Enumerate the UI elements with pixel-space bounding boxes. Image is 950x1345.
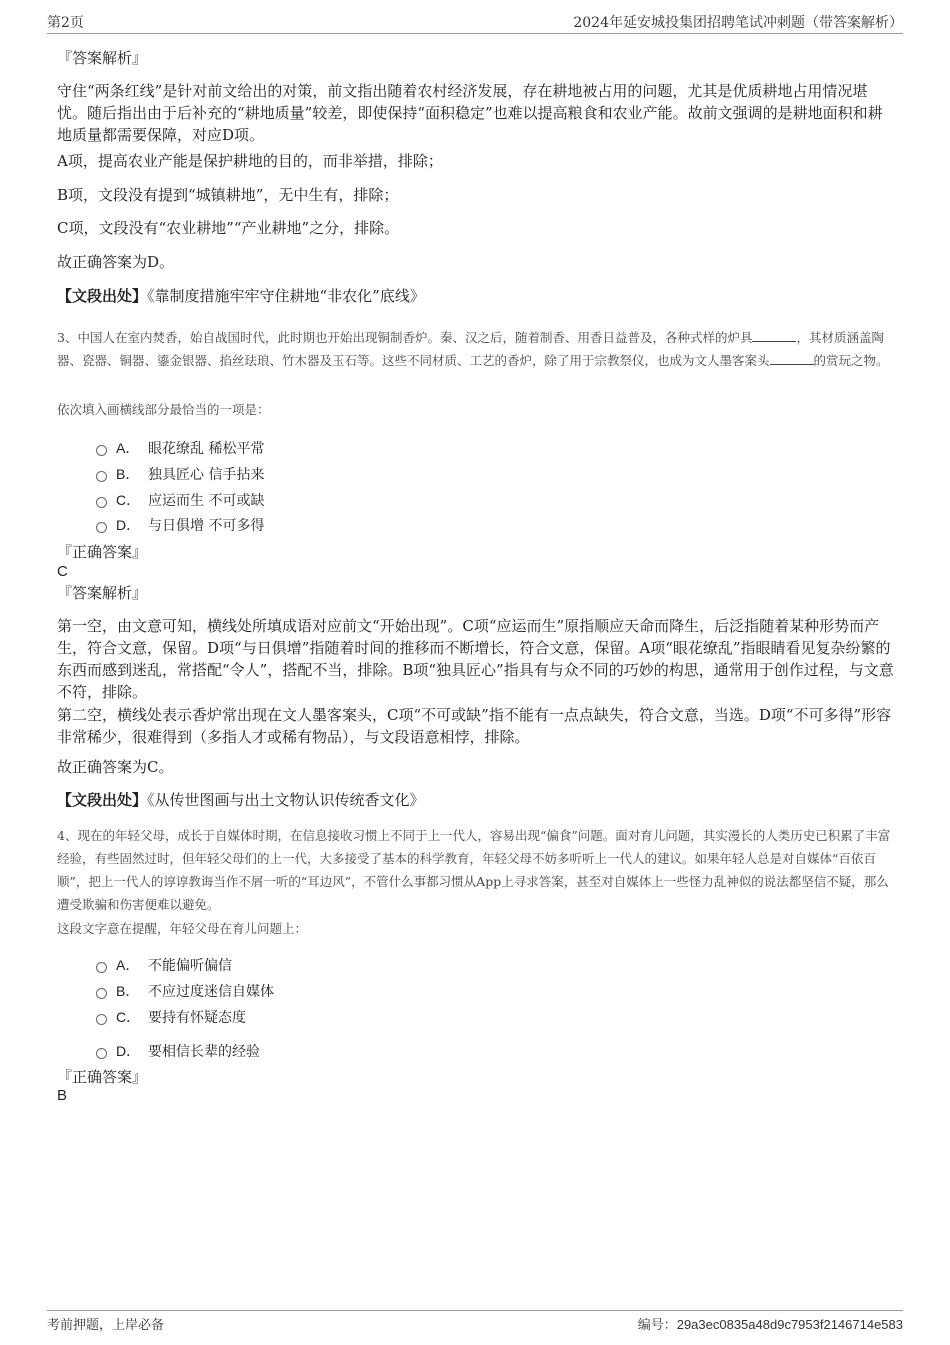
source-title: 《靠制度措施牢牢守住耕地“非农化”底线》 [147, 287, 425, 305]
radio-icon[interactable] [96, 522, 107, 533]
option-key: D． [116, 517, 141, 533]
answer-tag: 『正确答案』 [57, 1068, 148, 1086]
option-text: 不能偏听偏信 [148, 958, 232, 974]
question-3-ask: 依次填入画横线部分最恰当的一项是： [57, 402, 270, 417]
option-key: A． [116, 440, 140, 456]
option-text: 不应过度迷信自媒体 [148, 984, 274, 1000]
question-3-part1: 3、中国人在室内焚香，始自战国时代，此时期也开始出现铜制香炉。秦、汉之后，随着制香、用香日益普及，各种式样的炉具 [57, 330, 753, 345]
question-3-text [57, 326, 895, 372]
option-d[interactable] [96, 1041, 260, 1061]
option-a[interactable] [96, 438, 264, 458]
source-citation [57, 285, 897, 307]
option-c[interactable] [96, 1007, 246, 1027]
source-title: 《从传世图画与出土文物认识传统香文化》 [147, 791, 425, 809]
option-b[interactable] [96, 464, 264, 484]
question-3-part3: 的赏玩之物。 [813, 353, 889, 368]
option-key: D． [116, 1043, 141, 1059]
correct-answer: C [57, 563, 68, 580]
option-text: 要相信长辈的经验 [148, 1044, 260, 1060]
radio-icon[interactable] [96, 1048, 107, 1059]
option-text: 独具匠心 信手拈来 [148, 467, 265, 483]
radio-icon[interactable] [96, 445, 107, 456]
source-label: 【文段出处】 [57, 791, 148, 809]
analysis-option-a: A项，提高农业产能是保护耕地的目的，而非举措，排除； [57, 152, 443, 170]
question-4-ask: 这段文字意在提醒，年轻父母在育儿问题上： [57, 921, 308, 936]
analysis-paragraph-2: 第二空，横线处表示香炉常出现在文人墨客案头，C项“不可或缺”指不能有一点点缺失，符合文意，当选。D项“不可多得”形容非常稀少，很难得到（多指人才或稀有物品），与文段语意相悖，排除。 [57, 706, 892, 746]
option-b[interactable] [96, 981, 274, 1001]
document-code [638, 1314, 903, 1333]
header-divider [47, 33, 903, 34]
conclusion: 故正确答案为C。 [57, 758, 174, 776]
radio-icon[interactable] [96, 497, 107, 508]
radio-icon[interactable] [96, 988, 107, 999]
option-key: C． [116, 492, 141, 508]
option-key: B． [116, 466, 140, 482]
analysis-paragraph-1: 第一空，由文意可知，横线处所填成语对应前文“开始出现”。C项“应运而生”原指顺应天命而降生，后泛指随着某种形势而产生，符合文意，保留。D项“与日俱增”指随着时间的推移而不断增长，符合文意，保留。A项“眼花缭乱”指眼睛看见复杂纷繁的东西而感到迷乱，常搭配“令人”，搭配不当，排除。B项“独具匠心”指具有与众不同的巧妙的构思，通常用于创作过程，与文意不符，排除。 [57, 617, 894, 701]
analysis-tag: 『答案解析』 [57, 49, 148, 67]
code-label: 编号： [637, 1318, 677, 1333]
option-text: 与日俱增 不可多得 [148, 518, 265, 534]
code-value: 29a3ec0835a48d9c7953f2146714e583 [676, 1317, 903, 1332]
analysis-option-b: B项，文段没有提到“城镇耕地”，无中生有，排除； [57, 186, 399, 204]
option-key: B． [116, 983, 140, 999]
footer-divider [47, 1310, 903, 1311]
question-3-part2: ，其材质涵盖陶器、瓷器、铜器、鎏金银器、掐丝珐琅、竹木器及玉石等。这些不同材质、工艺的香炉，除了用于宗教祭仪，也成为文人墨客案头 [57, 330, 884, 368]
option-d[interactable] [96, 515, 264, 535]
option-text: 眼花缭乱 稀松平常 [148, 441, 265, 457]
radio-icon[interactable] [96, 1014, 107, 1025]
question-4-text: 4、现在的年轻父母，成长于自媒体时期，在信息接收习惯上不同于上一代人，容易出现“偏食”问题。面对育儿问题，其实漫长的人类历史已积累了丰富经验，有些固然过时，但年轻父母们的上一代，大多接受了基本的科学教育，年轻父母不妨多听听上一代人的建议。如果年轻人总是对自媒体“百依百顺”，把上一代人的谆谆教诲当作不屑一听的“耳边风”，不管什么事都习惯从App上寻求答案，甚至对自媒体上一些怪力乱神似的说法都坚信不疑，那么遭受欺骗和伤害便难以避免。 [57, 828, 891, 912]
option-key: A． [116, 957, 140, 973]
page-number: 第2页 [47, 15, 84, 31]
document-title: 2024年延安城投集团招聘笔试冲刺题（带答案解析） [573, 15, 903, 31]
correct-answer: B [57, 1087, 68, 1104]
radio-icon[interactable] [96, 471, 107, 482]
radio-icon[interactable] [96, 962, 107, 973]
answer-tag: 『正确答案』 [57, 543, 148, 561]
fill-blank-1 [752, 328, 796, 342]
source-label: 【文段出处】 [57, 287, 148, 305]
option-text: 要持有怀疑态度 [148, 1010, 246, 1026]
fill-blank-2 [770, 351, 814, 365]
option-a[interactable] [96, 955, 232, 975]
analysis-paragraph: 守住“两条红线”是针对前文给出的对策，前文指出随着农村经济发展，存在耕地被占用的问题，尤其是优质耕地占用情况堪忧。随后指出由于后补充的“耕地质量”较差，即使保持“面积稳定”也难以提高粮食和农业产能。故前文强调的是耕地面积和耕地质量都需要保障，对应D项。 [57, 82, 883, 144]
option-key: C． [116, 1009, 141, 1025]
footer-slogan: 考前押题，上岸必备 [47, 1318, 165, 1333]
conclusion: 故正确答案为D。 [57, 253, 175, 271]
option-text: 应运而生 不可或缺 [148, 493, 265, 509]
analysis-tag: 『答案解析』 [57, 584, 148, 602]
source-citation [57, 789, 897, 811]
option-c[interactable] [96, 490, 264, 510]
analysis-option-c: C项，文段没有“农业耕地”“产业耕地”之分，排除。 [57, 219, 400, 237]
